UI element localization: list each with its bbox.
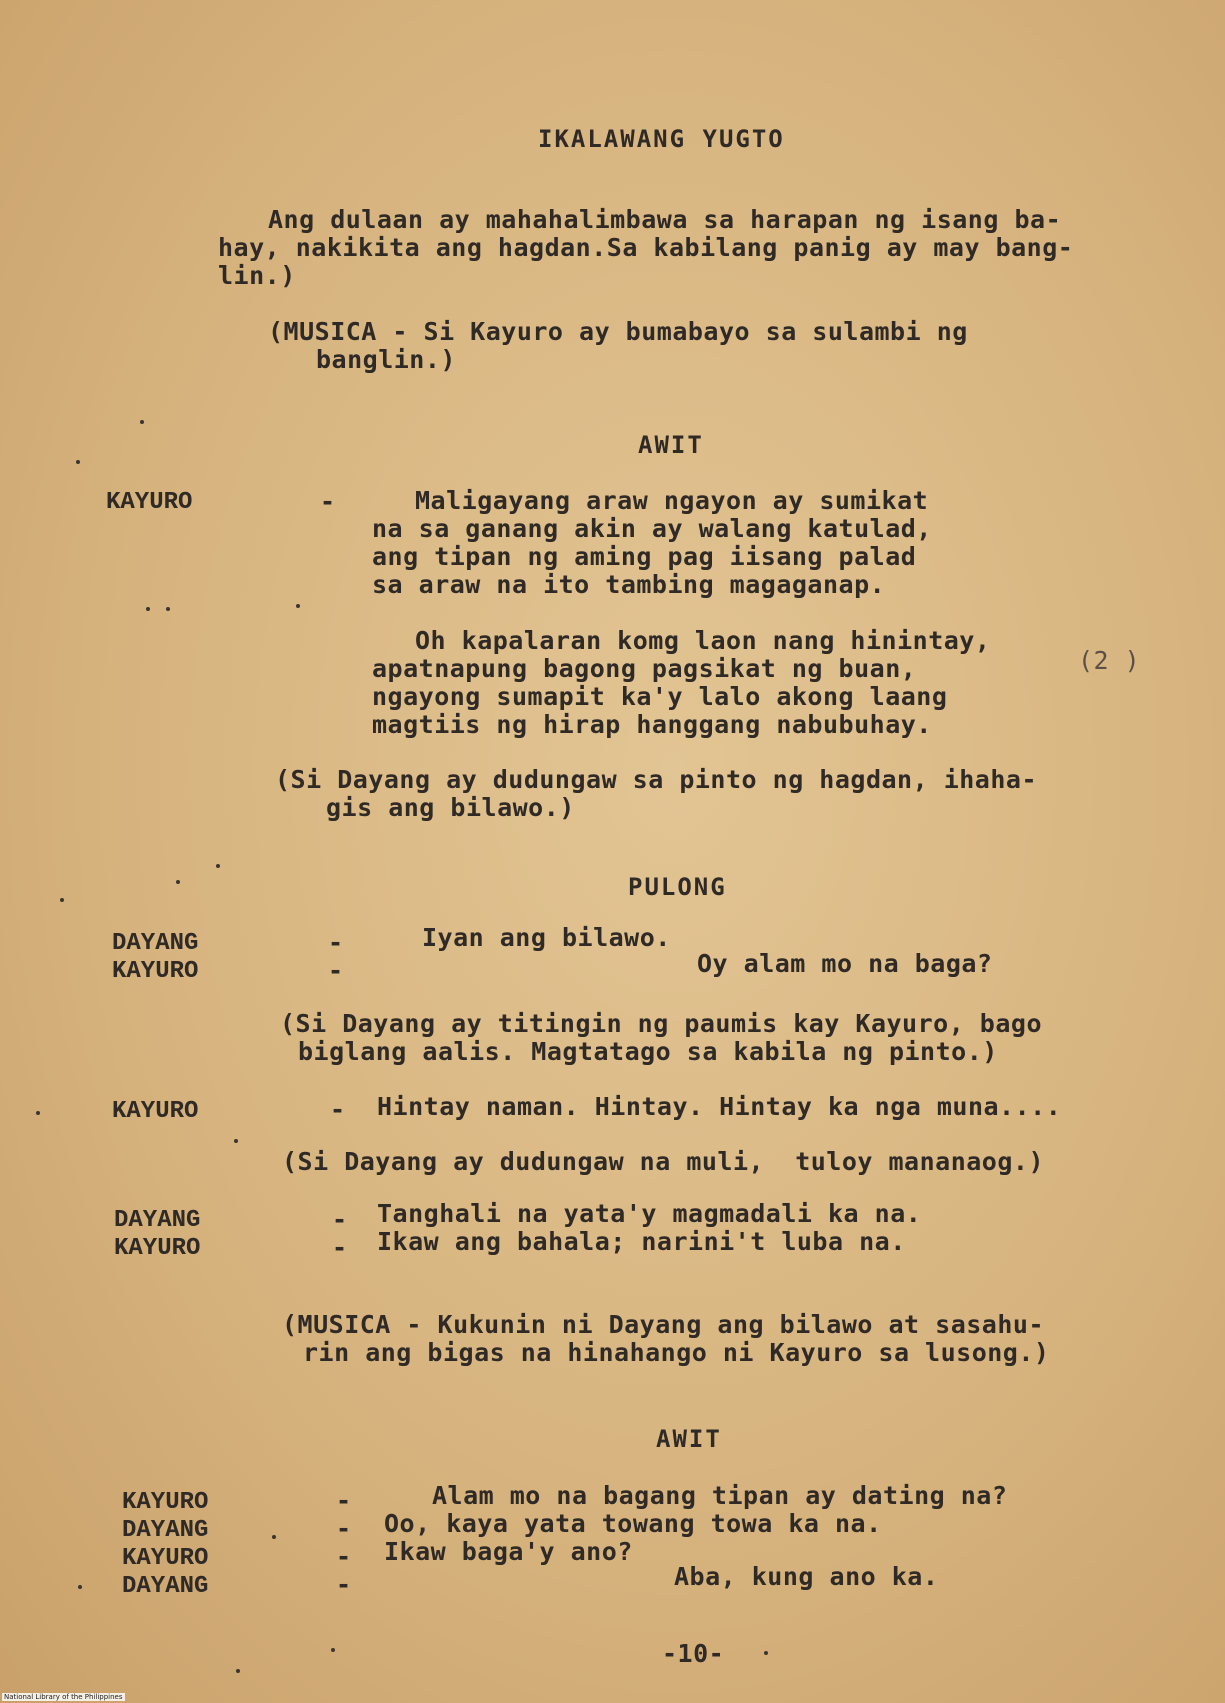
ink-speck bbox=[78, 1585, 82, 1589]
stage-direction-1-line-2: banglin.) bbox=[316, 345, 456, 374]
stage-direction-2-line-1: (Si Dayang ay dudungaw sa pinto ng hagdan, ihaha- bbox=[275, 765, 1038, 794]
speaker-label: KAYURO bbox=[122, 1489, 209, 1516]
stage-direction-2-line-2: gis ang bilawo.) bbox=[326, 793, 575, 822]
dialogue-text: Ikaw ang bahala; narini't luba na. bbox=[377, 1227, 906, 1256]
speaker-label: DAYANG bbox=[122, 1573, 209, 1600]
act-title: IKALAWANG YUGTO bbox=[538, 125, 785, 153]
speaker-label: DAYANG bbox=[122, 1517, 209, 1544]
pulong-heading: PULONG bbox=[628, 873, 727, 901]
stage-direction-3-line-1: (Si Dayang ay titingin ng paumis kay Kayuro, bago bbox=[280, 1009, 1043, 1038]
speaker-label: KAYURO bbox=[106, 489, 193, 516]
song-stanza-2-line-2: apatnapung bagong pagsikat ng buan, bbox=[372, 654, 917, 683]
song-text: Aba, kung ano ka. bbox=[674, 1562, 939, 1591]
speaker-label: KAYURO bbox=[112, 958, 199, 985]
ink-speck bbox=[166, 607, 170, 611]
speaker-label: DAYANG bbox=[112, 930, 199, 957]
ink-speck bbox=[76, 460, 80, 464]
song-text: Ikaw baga'y ano? bbox=[384, 1537, 633, 1566]
page-number: -10- bbox=[662, 1639, 725, 1668]
song-stanza-1-line-2: na sa ganang akin ay walang katulad, bbox=[372, 514, 932, 543]
song-stanza-1-line-1: Maligayang araw ngayon ay sumikat bbox=[415, 486, 929, 515]
song-stanza-2-line-1: Oh kapalaran komg laon nang hinintay, bbox=[415, 626, 991, 655]
dialogue-dash: - bbox=[328, 956, 344, 985]
song-stanza-1-line-4: sa araw na ito tambing magaganap. bbox=[372, 570, 886, 599]
ink-speck bbox=[36, 1111, 40, 1115]
intro-line-1: Ang dulaan ay mahahalimbawa sa harapan ng isang ba- bbox=[268, 205, 1062, 234]
dialogue-text: Tanghali na yata'y magmadali ka na. bbox=[377, 1199, 922, 1228]
song-stanza-2-line-3: ngayong sumapit ka'y lalo akong laang bbox=[372, 682, 948, 711]
dialogue-dash: - bbox=[320, 487, 336, 516]
ink-speck bbox=[146, 607, 150, 611]
dialogue-dash: - bbox=[332, 1233, 348, 1262]
intro-line-3: lin.) bbox=[218, 261, 296, 290]
dialogue-dash: - bbox=[336, 1514, 352, 1543]
stage-direction-5-line-2: rin ang bigas na hinahango ni Kayuro sa lusong.) bbox=[303, 1338, 1050, 1367]
dialogue-dash: - bbox=[336, 1542, 352, 1571]
ink-speck bbox=[176, 880, 180, 884]
margin-note: (2 ) bbox=[1078, 646, 1141, 675]
song-text: Alam mo na bagang tipan ay dating na? bbox=[432, 1481, 1008, 1510]
song-stanza-2-line-4: magtiis ng hirap hanggang nabubuhay. bbox=[372, 710, 932, 739]
awit-heading-1: AWIT bbox=[638, 431, 704, 459]
stage-direction-4: (Si Dayang ay dudungaw na muli, tuloy mananaog.) bbox=[282, 1147, 1045, 1176]
speaker-label: DAYANG bbox=[114, 1207, 201, 1234]
dialogue-dash: - bbox=[328, 928, 344, 957]
song-stanza-1-line-3: ang tipan ng aming pag iisang palad bbox=[372, 542, 917, 571]
song-text: Oo, kaya yata towang towa ka na. bbox=[384, 1509, 882, 1538]
ink-speck bbox=[216, 864, 220, 868]
stage-direction-5-line-1: (MUSICA - Kukunin ni Dayang ang bilawo at sasahu- bbox=[282, 1310, 1045, 1339]
dialogue-text: Hintay naman. Hintay. Hintay ka nga muna.... bbox=[377, 1092, 1062, 1121]
intro-line-2: hay, nakikita ang hagdan.Sa kabilang panig ay may bang- bbox=[218, 233, 1074, 262]
ink-speck bbox=[272, 1535, 276, 1539]
dialogue-text: Iyan ang bilawo. bbox=[422, 923, 671, 952]
stage-direction-1-line-1: (MUSICA - Si Kayuro ay bumabayo sa sulambi ng bbox=[268, 317, 968, 346]
ink-speck bbox=[764, 1651, 768, 1655]
ink-speck bbox=[60, 898, 64, 902]
dialogue-dash: - bbox=[330, 1095, 346, 1124]
dialogue-dash: - bbox=[336, 1570, 352, 1599]
speaker-label: KAYURO bbox=[112, 1098, 199, 1125]
dialogue-dash: - bbox=[336, 1486, 352, 1515]
ink-speck bbox=[296, 604, 300, 608]
ink-speck bbox=[236, 1669, 240, 1673]
awit-heading-2: AWIT bbox=[656, 1425, 722, 1453]
ink-speck bbox=[234, 1139, 238, 1143]
speaker-label: KAYURO bbox=[122, 1545, 209, 1572]
library-footer: National Library of the Philippines bbox=[4, 1693, 123, 1701]
dialogue-text: Oy alam mo na baga? bbox=[697, 949, 993, 978]
ink-speck bbox=[140, 420, 144, 424]
speaker-label: KAYURO bbox=[114, 1235, 201, 1262]
stage-direction-3-line-2: biglang aalis. Magtatago sa kabila ng pinto.) bbox=[298, 1037, 998, 1066]
dialogue-dash: - bbox=[332, 1205, 348, 1234]
ink-speck bbox=[331, 1648, 335, 1652]
